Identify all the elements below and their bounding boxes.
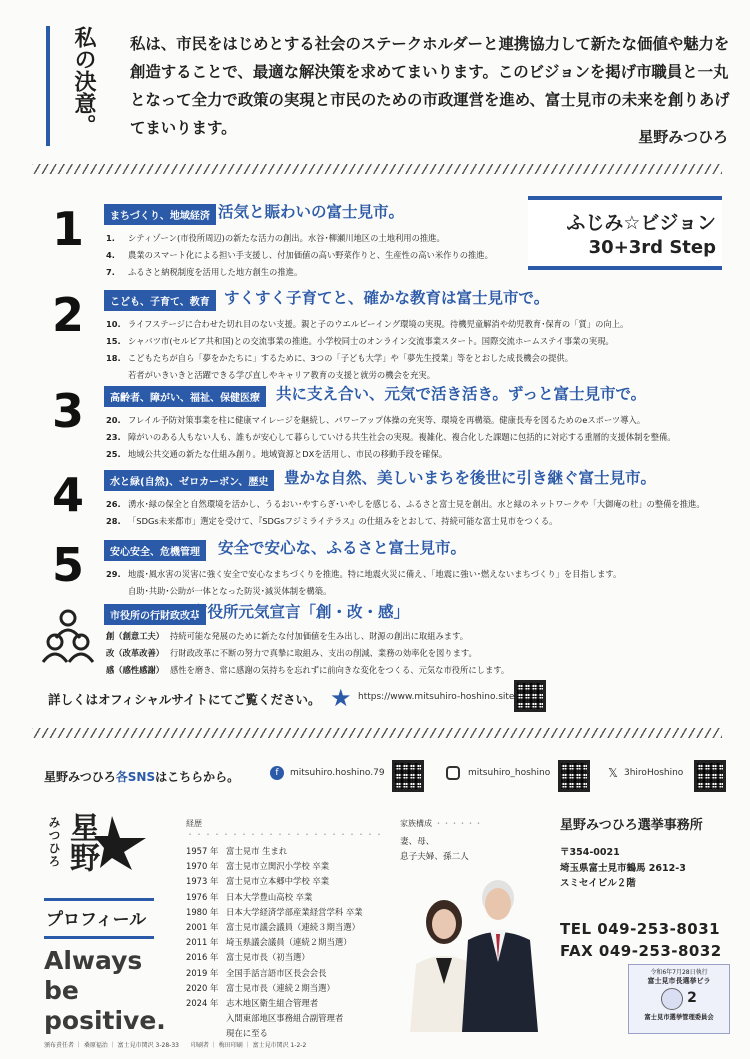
stamp-number: 2 [687,990,697,1006]
policy-item: 28. 「SDGs未来都市」選定を受けて、『SDGsフジミライテラス』の仕組みをとおして、持続可能な富士見市をつくる。 [106,516,558,526]
policy-title: 豊かな自然、美しいまちを後世に引き継ぐ富士見市。 [284,469,657,487]
policy-item: 7. ふるさと納税制度を活用した地方創生の推進。 [106,267,303,277]
website-row [48,684,648,714]
policy-items [106,412,746,463]
family [400,818,530,865]
star-icon: ★ [330,684,352,712]
policy-items [106,566,746,600]
vision-title: ふじみ☆ビジョン [566,212,716,234]
office-info [560,814,740,962]
policy-item: 創（創意工夫） 持続可能な発展のために新たな付加価値を生み出し、財源の創出に取組みます。 [106,631,469,641]
office-address: 埼玉県富士見市鶴馬 2612-3 [560,862,686,874]
stamp-committee: 富士見市選挙管理委員会 [644,1014,714,1021]
star-logo-icon [92,814,148,870]
policy-item: 15. シャバツ市(セルビア共和国)との交流事業の推進。小学校同士のオンライン交流事業スタート。国際交流ホームステイ事業の実現。 [106,336,614,346]
office-fax: FAX 049-253-8032 [560,941,722,960]
signer: 星野みつひろ [638,128,728,146]
policy-item: 18. こどもたちが自ら「夢をかたちに」するために、3つの「子ども大学」や「夢先生授業」等をとおした成長機会の提供。 [106,353,574,363]
policy-item: 25. 地域公共交通の新たな仕組み創り。地域資源とDXを活用し、市民の移動手段を確保。 [106,449,448,459]
policy-item: 4. 農業のスマート化による担い手支援し、付加価値の高い野菜作りと、生産性の高い米作りの推進。 [106,250,493,260]
instagram-account[interactable]: mitsuhiro_hoshino [468,768,551,778]
policy-number: 3 [52,384,85,438]
facebook-icon[interactable]: f [270,766,284,780]
policy-title: 共に支え合い、元気で活き活き。ずっと富士見市で。 [276,385,647,403]
career-row: 1976 年 日本大学豊山高校 卒業 [186,891,313,902]
policy-tag: 市役所の行財政改革 [104,604,206,625]
website-lead: 詳しくはオフィシャルサイトにてご覧ください。 [48,692,321,707]
sns-lead: 星野みつひろ各SNSはこちらから。 [44,770,240,784]
policy-tag: こども、子育て、教育 [104,290,216,311]
instagram-icon[interactable] [446,766,460,780]
policy-item: 29. 地震･風水害の災害に強く安全で安心なまちづくりを推進。特に地震火災に備え、「地震に強い･燃えないまちづくり」を目指します。 [106,569,622,579]
policy-title: すくすく子育てと、確かな教育は富士見市で。 [224,289,550,307]
career-row: 1970 年 富士見市立関沢小学校 卒業 [186,861,330,872]
divider [32,164,722,174]
policy-number: 4 [52,468,85,522]
stamp-date: 令和6年7月28日執行 [650,969,708,976]
policy-number: 1 [52,202,85,256]
family-line: 息子夫婦、孫二人 [400,852,469,862]
policy-title: 市役所元気宣言「創・改・感」 [192,603,410,621]
qr-code-icon[interactable] [558,760,590,792]
career-row: 1957 年 富士見市 生まれ [186,846,288,856]
policy-title: 安全で安心な、ふるさと富士見市。 [218,539,467,557]
career-row: 入間東部地区事務組合副管理者 [226,1013,344,1024]
policy-items [106,496,746,530]
x-icon[interactable]: 𝕏 [608,766,618,780]
policy-items [106,316,746,384]
decision-heading: 私の決意。 [46,26,96,146]
x-account[interactable]: 3hiroHoshino [624,768,684,778]
sns-row [44,758,734,798]
career-row: 2016 年 富士見市長（初当選） [186,952,310,963]
policy-item: 自助･共助･公助が一体となった防災･減災体制を構築。 [128,586,332,596]
election-stamp [628,964,730,1034]
qr-code-icon[interactable] [694,760,726,792]
career-row: 2019 年 全国手話言語市区長会会長 [186,967,327,978]
office-tel[interactable]: TEL 049-253-8031 [560,919,721,938]
career-row: 2011 年 埼玉県議会議員（連続２期当選） [186,937,352,948]
people-icon [42,608,94,666]
policy-item: 1. シティゾーン(市役所周辺)の新たな活力の創出。水谷･柳瀬川地区の土地利用の推進。 [106,233,445,243]
website-url[interactable]: https://www.mitsuhiro-hoshino.site [358,692,515,702]
policy-item: 23. 障がいのある人もない人も、誰もが安心して暮らしていける共生社会の実現。複雑化、複合化した課題に包括的に対応する重層的支援体制を整備。 [106,432,676,442]
policy-tag: まちづくり、地域経済 [104,204,216,225]
policy-item: 感（感性感謝） 感性を磨き、常に感謝の気持ちを忘れずに前向きな変化をつくる、元気な市役所にします。 [106,665,510,675]
policy-item: 改（改革改善） 行財政改革に不断の努力で真摯に取組み、支出の削減、業務の効率化を図ります。 [106,648,477,658]
divider [32,728,722,738]
office-title: 星野みつひろ選挙事務所 [560,818,703,833]
name-kanji: 星野 [64,812,99,872]
policy-tag: 高齢者、障がい、福祉、保健医療 [104,386,266,407]
career-row: 1980 年 日本大学経済学部産業経営学科 卒業 [186,906,363,917]
career-row: 2024 年 志木地区衛生組合管理者 [186,998,319,1009]
career-list [186,818,386,1042]
career-row: 1973 年 富士見市立本郷中学校 卒業 [186,876,330,887]
office-building: スミセイビル２階 [560,878,636,889]
family-heading: 家族構成 ・・・・・・ [400,819,483,828]
policy-tag: 安心安全、危機管理 [104,540,206,561]
facebook-account[interactable]: mitsuhiro.hoshino.79 [290,768,385,778]
career-heading: 経歴 ・・・・・・・・・・・・・・・・・・・・・・ [186,819,384,839]
vision-step: 30+3rd Step [588,237,716,258]
policy-number: 5 [52,538,85,592]
policy-item: 20. フレイル予防対策事業を柱に健康マイレージを継続し、パワーアップ体操の充実等、環境を再構築。健康長寿を図るためのeスポーツ導入。 [106,415,646,425]
policy-items [106,628,746,679]
policy-item: 10. ライフステージに合わせた切れ目のない支援。親と子のウエルビーイング環境の実現。待機児童解消や幼児教育･保育の「質」の向上。 [106,319,629,329]
family-line: 妻、母、 [400,837,435,847]
seal-icon [661,988,683,1010]
header [38,22,728,152]
policy-number: 2 [52,288,85,342]
stamp-title: 富士見市長選挙ビラ [647,977,711,985]
qr-code-icon[interactable] [392,760,424,792]
intro-text: 私は、市民をはじめとする社会のステークホルダーと連携協力して新たな価値や魅力を創造することで、最適な解決策を求めてまいります。このビジョンを掲げ市職員と一丸となって全力で政策の実現と市民のための市政運営を進め、富士見市の未来を創りあげてまいります。 [130,35,730,137]
career-row: 2020 年 富士見市長（連続２期当選） [186,982,335,993]
career-row: 2001 年 富士見市議会議員（連続３期当選） [186,922,360,933]
profile-label: プロフィール [44,898,154,939]
footer: 頒布責任者 ｜ 桑原福治 ｜ 富士見市関沢 3-28-33 印刷者 ｜ 梅田印刷 ｜ 富士見市関沢 1-2-2 [44,1042,307,1049]
career-row: 現在に至る [226,1028,268,1039]
slogan: Always be positive. [44,946,166,1035]
policy-items [106,230,746,281]
name-kana: みつひろ [47,816,61,868]
policy-tag: 水と緑(自然)、ゼロカーボン、歴史 [104,470,274,491]
policy-item: 若者がいきいきと活躍できる学び直しやキャリア教育の支援と就労の機会を充実。 [128,370,435,380]
qr-code-icon[interactable] [514,680,546,712]
policy-item: 26. 湧水･緑の保全と自然環境を活かし、うるおい･やすらぎ･いやしを感じる、ふるさと富士見を創出。水と緑のネットワークや「大御庵の杜」の整備を推進。 [106,499,705,509]
candidate-photo [402,864,542,1032]
policy-title: 活気と賑わいの富士見市。 [218,203,405,221]
office-zip: 〒354-0021 [560,847,620,858]
